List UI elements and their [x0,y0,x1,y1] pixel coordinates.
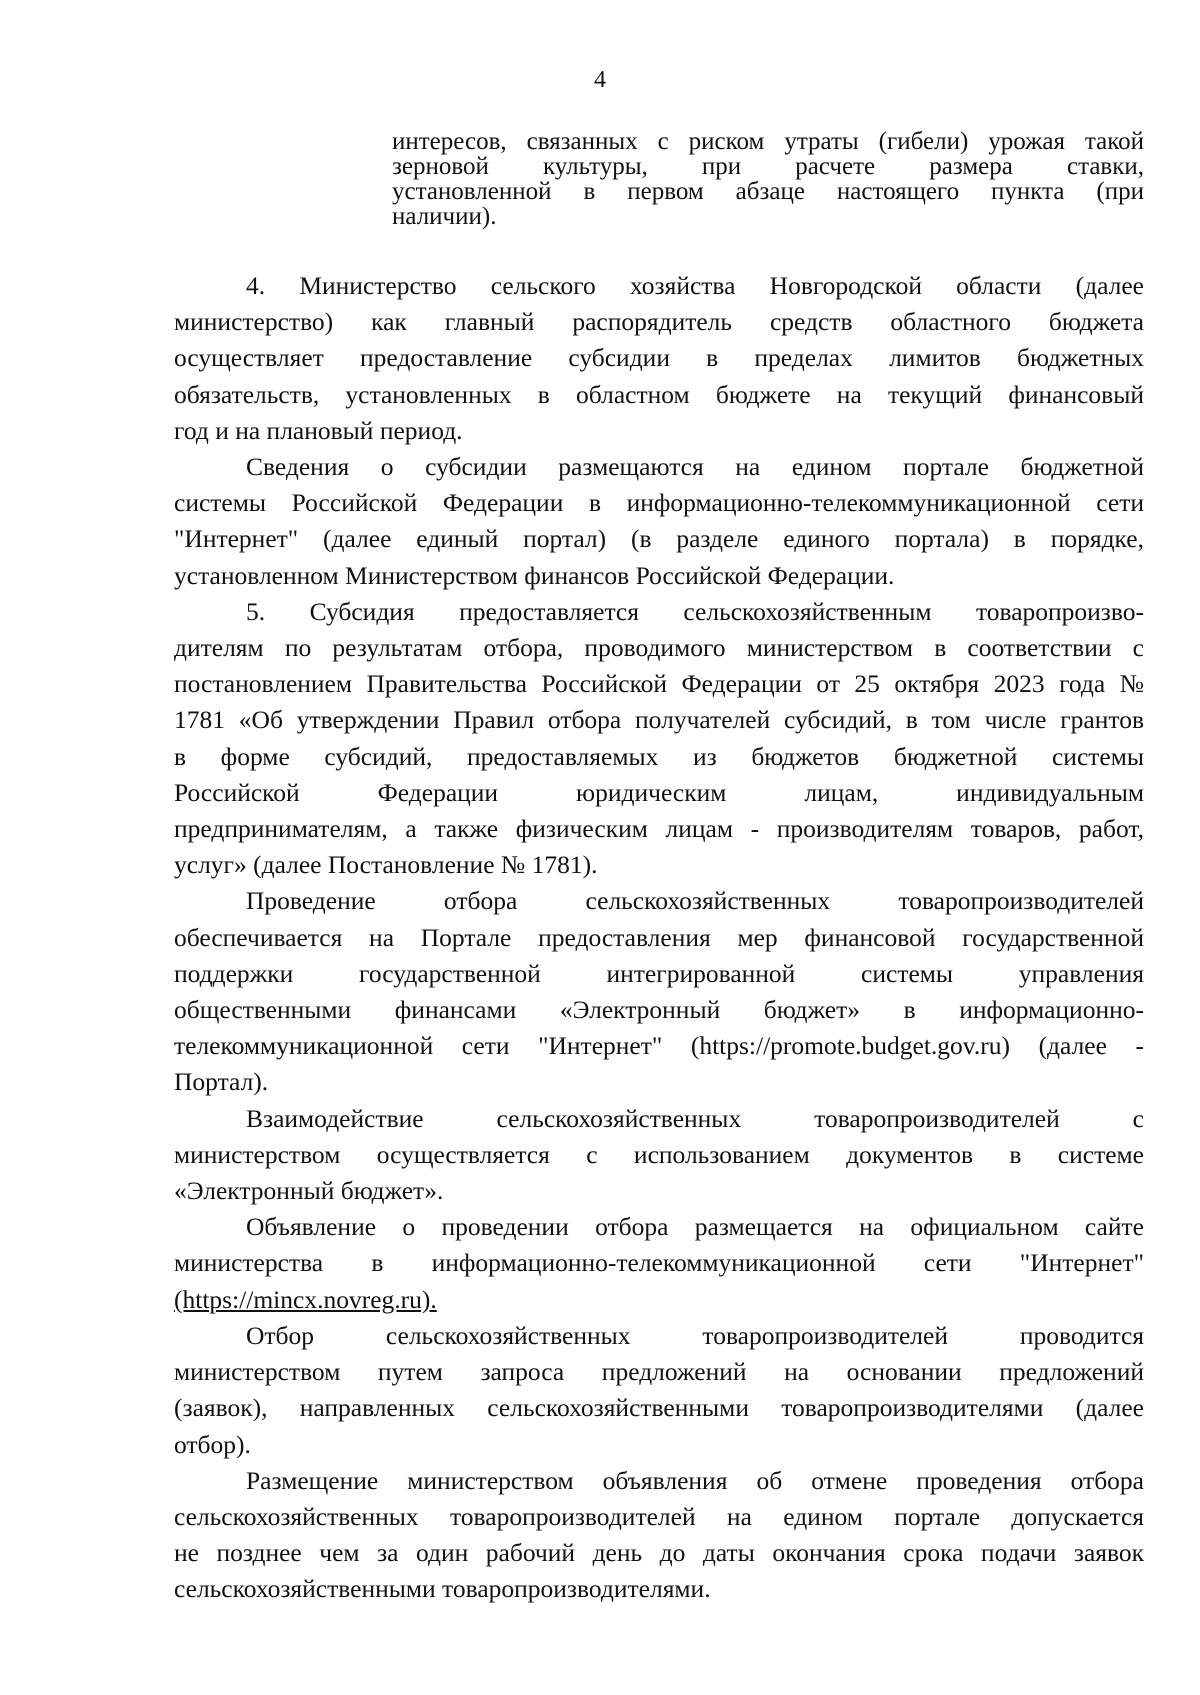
paragraph-line: сельскохозяйственными товаропроизводителями. [174,1574,711,1604]
paragraph-line: Российской Федерации юридическим лицам, индивидуальным [174,777,1144,807]
paragraph-line: не позднее чем за один рабочий день до даты окончания срока подачи заявок [174,1538,1144,1568]
intro-line: интересов, связанных с риском утраты (гибели) урожая такой [392,128,1144,155]
paragraph-line: услуг» (далее Постановление № 1781). [174,850,598,880]
document-body [174,268,1144,1608]
intro-line: зерновой культуры, при расчете размера ставки, [392,153,1144,180]
ministry-website-link[interactable]: (https://mincx.novreg.ru). [174,1284,437,1314]
paragraph-line: в форме субсидий, предоставляемых из бюджетов бюджетной системы [174,741,1144,771]
paragraph-selection-portal [174,883,1144,1100]
paragraph-item-4 [174,268,1144,449]
paragraph-cancellation [174,1463,1144,1608]
paragraph-line: сельскохозяйственных товаропроизводителей на едином портале допускается [174,1501,1144,1531]
paragraph-line: поддержки государственной интегрированной системы управления [174,958,1144,988]
paragraph-selection-method [174,1318,1144,1463]
paragraph-line: министерства в информационно-телекоммуникационной сети "Интернет" [174,1248,1144,1278]
paragraph-line: 5. Субсидия предоставляется сельскохозяйственным товаропроизво- [246,596,1144,626]
intro-line: наличии). [392,203,497,230]
paragraph-line: постановлением Правительства Российской Федерации от 25 октября 2023 года № [174,669,1144,699]
paragraph-line: отбор). [174,1429,251,1459]
paragraph-line: общественными финансами «Электронный бюджет» в информационно- [174,995,1144,1025]
intro-line: установленной в первом абзаце настоящего пункта (при [392,178,1144,205]
paragraph-line: министерством осуществляется с использованием документов в системе [174,1139,1144,1169]
paragraph-item-5 [174,594,1144,884]
paragraph-line: 1781 «Об утверждении Правил отбора получателей субсидий, в том числе грантов [174,705,1144,735]
paragraph-line: год и на плановый период. [174,415,463,445]
paragraph-line: Сведения о субсидии размещаются на едином портале бюджетной [246,452,1144,482]
paragraph-line: Взаимодействие сельскохозяйственных товаропроизводителей с [246,1103,1144,1133]
paragraph-line: (заявок), направленных сельскохозяйственными товаропроизводителями (далее [174,1393,1144,1423]
paragraph-interaction [174,1101,1144,1210]
paragraph-line: министерство) как главный распорядитель средств областного бюджета [174,307,1144,337]
paragraph-line: Проведение отбора сельскохозяйственных товаропроизводителей [246,886,1144,916]
paragraph-line: Объявление о проведении отбора размещается на официальном сайте [246,1212,1144,1242]
paragraph-line: телекоммуникационной сети "Интернет" (https://promote.budget.gov.ru) (далее - [174,1031,1144,1061]
paragraph-line: обязательств, установленных в областном бюджете на текущий финансовый [174,379,1144,409]
page-number: 4 [594,67,606,93]
paragraph-line: Отбор сельскохозяйственных товаропроизводителей проводится [246,1320,1144,1350]
paragraph-line: Портал). [174,1067,269,1097]
paragraph-line: системы Российской Федерации в информационно-телекоммуникационной сети [174,488,1144,518]
paragraph-line: Размещение министерством объявления об отмене проведения отбора [246,1465,1144,1495]
intro-continuation-block [392,129,1144,229]
paragraph-line: 4. Министерство сельского хозяйства Новгородской области (далее [246,271,1144,300]
paragraph-line: дителям по результатам отбора, проводимого министерством в соответствии с [174,633,1144,663]
paragraph-subsidy-info [174,449,1144,594]
paragraph-line: министерством путем запроса предложений на основании предложений [174,1357,1144,1387]
paragraph-announcement [174,1209,1144,1318]
paragraph-line: "Интернет" (далее единый портал) (в разделе единого портала) в порядке, [174,524,1144,554]
paragraph-line: предпринимателям, а также физическим лицам - производителям товаров, работ, [174,814,1144,844]
paragraph-line: «Электронный бюджет». [174,1176,444,1206]
paragraph-line: обеспечивается на Портале предоставления мер финансовой государственной [174,922,1144,952]
paragraph-line: осуществляет предоставление субсидии в пределах лимитов бюджетных [174,343,1144,373]
paragraph-line: установленном Министерством финансов Российской Федерации. [174,560,895,590]
